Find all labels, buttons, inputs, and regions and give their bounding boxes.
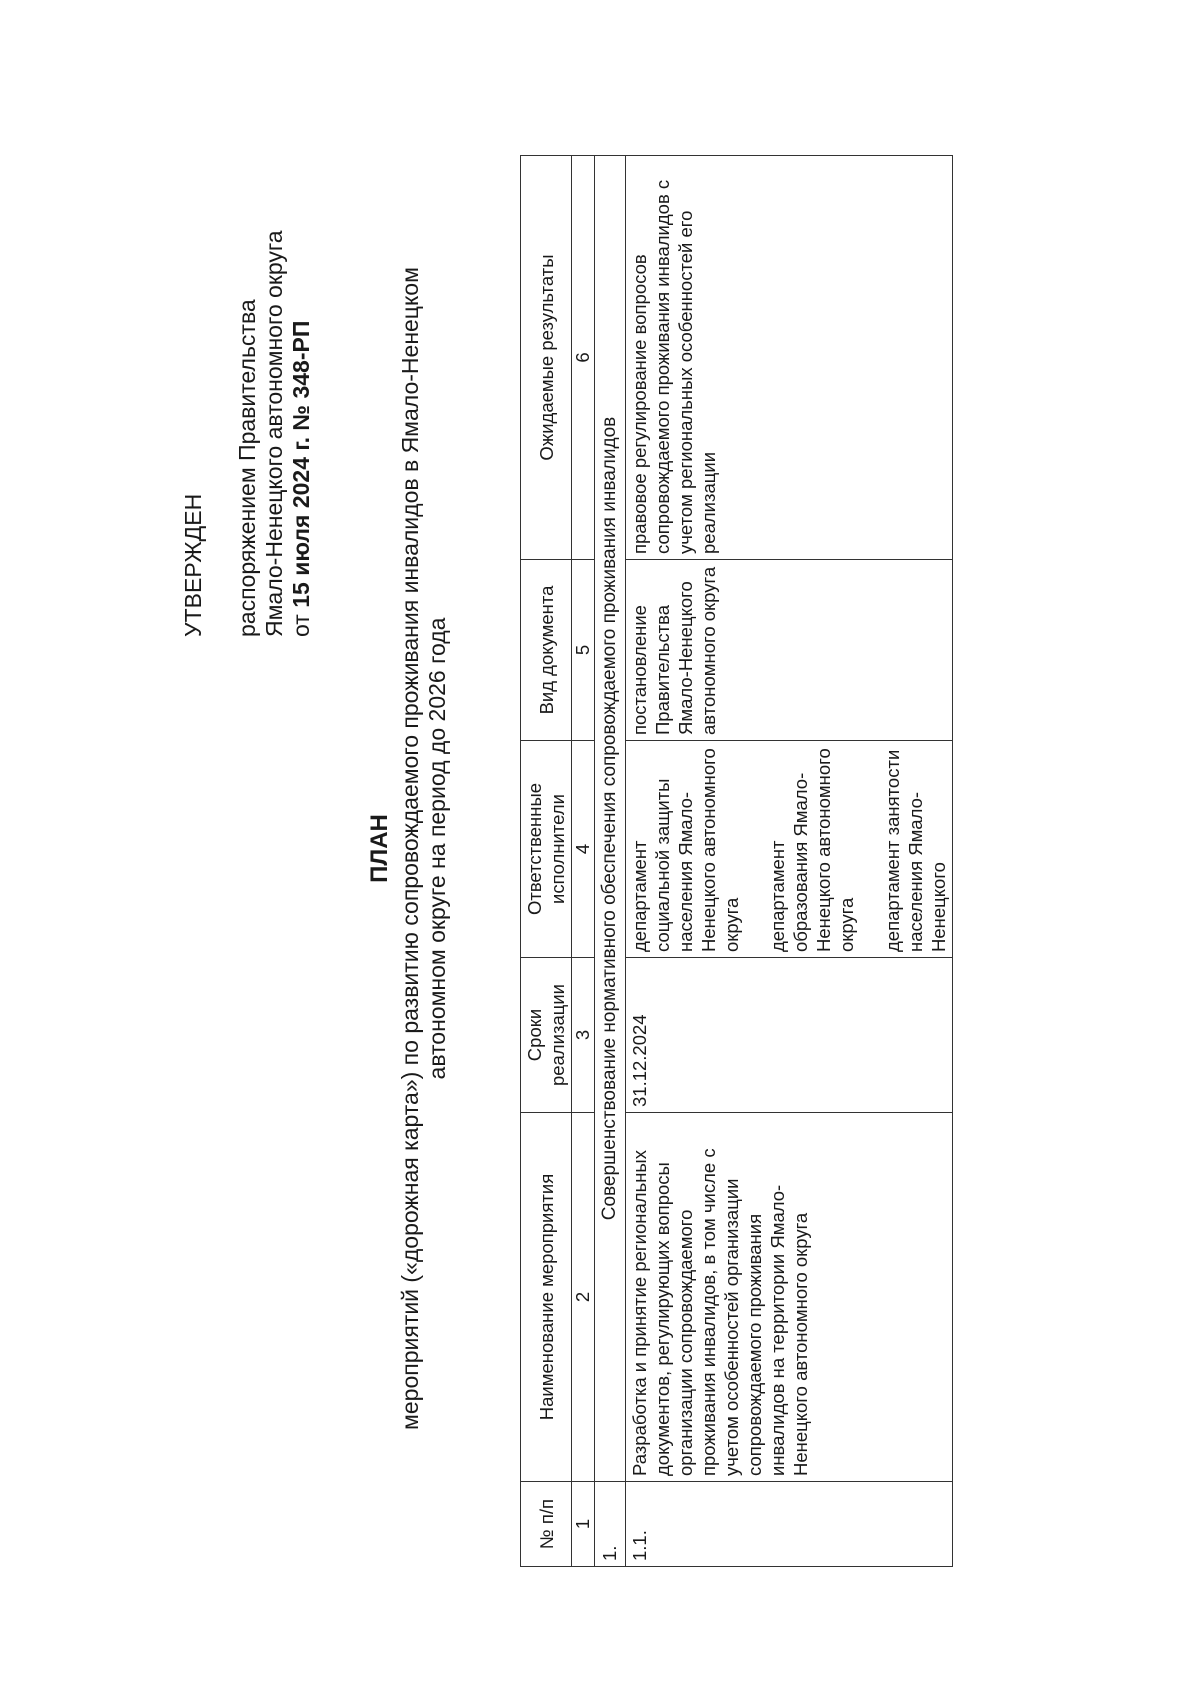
approval-date [288,117,315,637]
approval-stamp [180,117,315,637]
executor-entry: департамент социальной защиты населения Ямало-Ненецкого автономного округа [629,748,742,952]
table-row [626,156,953,1567]
row-executors [626,741,953,958]
column-number: 2 [572,1113,595,1482]
row-results: правовое регулирование вопросов сопровождаемого проживания инвалидов с учетом региональных особенностей его реализации [626,156,953,560]
column-number: 1 [572,1482,595,1567]
header-number: № п/п [521,1482,572,1567]
column-number: 4 [572,741,595,958]
section-number: 1. [595,1482,626,1567]
column-number-row [572,156,595,1567]
header-executors: Ответственные исполнители [521,741,572,958]
header-results: Ожидаемые результаты [521,156,572,560]
approval-line-1: распоряжением Правительства [234,299,260,637]
table-header-row [521,156,572,1567]
section-row [595,156,626,1567]
approval-heading: УТВЕРЖДЕН [180,493,206,637]
plan-table [520,155,953,1567]
row-deadline: 31.12.2024 [626,958,953,1113]
plan-title: ПЛАН [366,814,393,883]
plan-subtitle-line-2: автономном округе на период до 2026 года [424,617,450,1080]
row-number: 1.1. [626,1482,953,1567]
header-name: Наименование мероприятия [521,1113,572,1482]
section-title: Совершенствование нормативного обеспечения сопровождаемого проживания инвалидов [595,156,626,1482]
plan-subtitle-line-1: мероприятий («дорожная карта») по развитию сопровождаемого проживания инвалидов в Ямало-Ненецком [397,267,423,1430]
header-deadline: Сроки реализации [521,958,572,1113]
executor-entry: департамент образования Ямало-Ненецкого автономного округа [767,748,857,952]
header-doc-type: Вид документа [521,560,572,741]
row-name: Разработка и принятие региональных документов, регулирующих вопросы организации сопровождаемого проживания инвалидов, в том числе с учетом особенностей организации сопровождаемого проживания инвалидов на территории Ямало-Ненецкого автономного округа [626,1113,953,1482]
approval-date-number: 15 июля 2024 г. № 348-РП [288,320,314,608]
row-doc-type: постановление Правительства Ямало-Ненецкого автономного округа [626,560,953,741]
executor-entry: департамент занятости населения Ямало-Ненецкого [882,749,949,952]
approval-date-prefix: от [288,614,314,637]
column-number: 5 [572,560,595,741]
approval-line-2: Ямало-Ненецкого автономного округа [261,230,287,637]
column-number: 6 [572,156,595,560]
plan-title-block [366,0,451,1697]
column-number: 3 [572,958,595,1113]
